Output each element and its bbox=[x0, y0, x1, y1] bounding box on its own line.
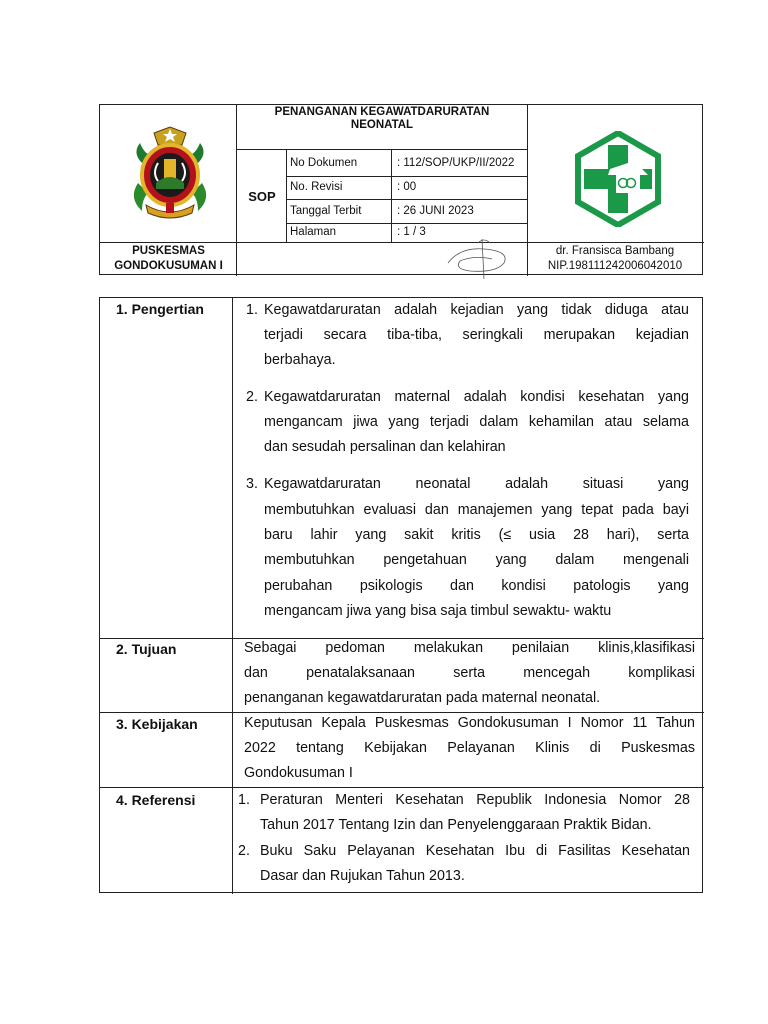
tujuan-line-2: dan penatalaksanaan serta mencegah komplikasi bbox=[244, 665, 695, 681]
organization-line-1: PUSKESMAS bbox=[132, 245, 205, 257]
signer-name: dr. Fransisca Bambang bbox=[555, 245, 675, 257]
organization-line-2: GONDOKUSUMAN I bbox=[114, 260, 223, 272]
kebijakan-line-3: Gondokusuman I bbox=[244, 765, 353, 781]
city-crest-icon bbox=[128, 123, 212, 223]
section-label-tujuan: 2. Tujuan bbox=[116, 641, 177, 657]
section-label-pengertian: 1. Pengertian bbox=[116, 301, 204, 317]
kebijakan-line-1: Keputusan Kepala Puskesmas Gondokusuman I Nomor 11 Tahun bbox=[244, 715, 695, 731]
sop-header-table bbox=[99, 104, 703, 275]
pengertian-num-3: 3. bbox=[246, 476, 258, 492]
referensi-num-1: 1. bbox=[238, 792, 250, 808]
pengertian-3-line-3: baru lahir yang sakit kritis (≤ usia 28 hari), serta bbox=[264, 527, 689, 543]
field-value-no-dokumen: : 112/SOP/UKP/II/2022 bbox=[397, 157, 515, 169]
signer-nip: NIP.198111242006042010 bbox=[547, 260, 683, 272]
section-label-referensi: 4. Referensi bbox=[116, 792, 196, 808]
referensi-2-line-2: Dasar dan Rujukan Tahun 2013. bbox=[260, 868, 465, 884]
pengertian-3-line-5: perubahan psikologis dan kondisi patologis yang bbox=[264, 578, 689, 594]
field-label-halaman: Halaman bbox=[290, 226, 337, 238]
pengertian-2-line-2: mengancam jiwa yang terjadi dalam kehamilan atau selama bbox=[264, 414, 689, 430]
sop-title-line-1: PENANGANAN KEGAWATDARURATAN bbox=[274, 106, 490, 118]
pengertian-3-line-4: membutuhkan pengetahuan yang dalam mengenali bbox=[264, 552, 689, 568]
sop-label: SOP bbox=[248, 188, 276, 204]
section-label-kebijakan: 3. Kebijakan bbox=[116, 716, 198, 732]
kebijakan-line-2: 2022 tentang Kebijakan Pelayanan Klinis di Puskesmas bbox=[244, 740, 695, 756]
signer-block bbox=[527, 242, 703, 276]
field-value-halaman: : 1 / 3 bbox=[397, 226, 426, 238]
pengertian-3-line-1: Kegawatdaruratan neonatal adalah situasi yang bbox=[264, 476, 689, 492]
sop-title bbox=[237, 105, 527, 132]
pengertian-3-line-2: membutuhkan evaluasi dan manajemen yang tepat pada bayi bbox=[264, 502, 689, 518]
pengertian-2-line-3: dan sesudah persalinan dan kelahiran bbox=[264, 439, 506, 455]
signature-scribble bbox=[440, 233, 520, 281]
sop-content-table bbox=[99, 297, 703, 893]
pengertian-3-line-6: mengancam jiwa yang bisa saja timbul sewaktu- waktu bbox=[264, 603, 612, 619]
pengertian-2-line-1: Kegawatdaruratan maternal adalah kondisi kesehatan yang bbox=[264, 389, 689, 405]
referensi-1-line-1: Peraturan Menteri Kesehatan Republik Indonesia Nomor 28 bbox=[260, 792, 690, 808]
pengertian-1-line-3: berbahaya. bbox=[264, 352, 336, 368]
sop-title-line-2: NEONATAL bbox=[350, 119, 414, 131]
pengertian-1-line-1: Kegawatdaruratan adalah kejadian yang tidak diduga atau bbox=[264, 302, 689, 318]
tujuan-line-3: penanganan kegawatdaruratan pada maternal neonatal. bbox=[244, 690, 601, 706]
field-value-no-revisi: : 00 bbox=[397, 181, 417, 193]
organization-name bbox=[100, 242, 237, 276]
tujuan-line-1: Sebagai pedoman melakukan penilaian klinis,klasifikasi bbox=[244, 640, 695, 656]
field-label-no-revisi: No. Revisi bbox=[290, 181, 343, 193]
field-value-tanggal-terbit: : 26 JUNI 2023 bbox=[397, 205, 474, 217]
pengertian-1-line-2: terjadi secara tiba-tiba, seringkali merupakan kejadian bbox=[264, 327, 689, 343]
referensi-num-2: 2. bbox=[238, 843, 250, 859]
pengertian-num-1: 1. bbox=[246, 302, 258, 318]
referensi-2-line-1: Buku Saku Pelayanan Kesehatan Ibu di Fasilitas Kesehatan bbox=[260, 843, 690, 859]
pengertian-num-2: 2. bbox=[246, 389, 258, 405]
field-label-no-dokumen: No Dokumen bbox=[290, 157, 358, 169]
referensi-1-line-2: Tahun 2017 Tentang Izin dan Penyelenggaraan Praktik Bidan. bbox=[260, 817, 652, 833]
field-label-tanggal-terbit: Tanggal Terbit bbox=[290, 205, 362, 217]
puskesmas-logo-icon bbox=[570, 131, 666, 227]
